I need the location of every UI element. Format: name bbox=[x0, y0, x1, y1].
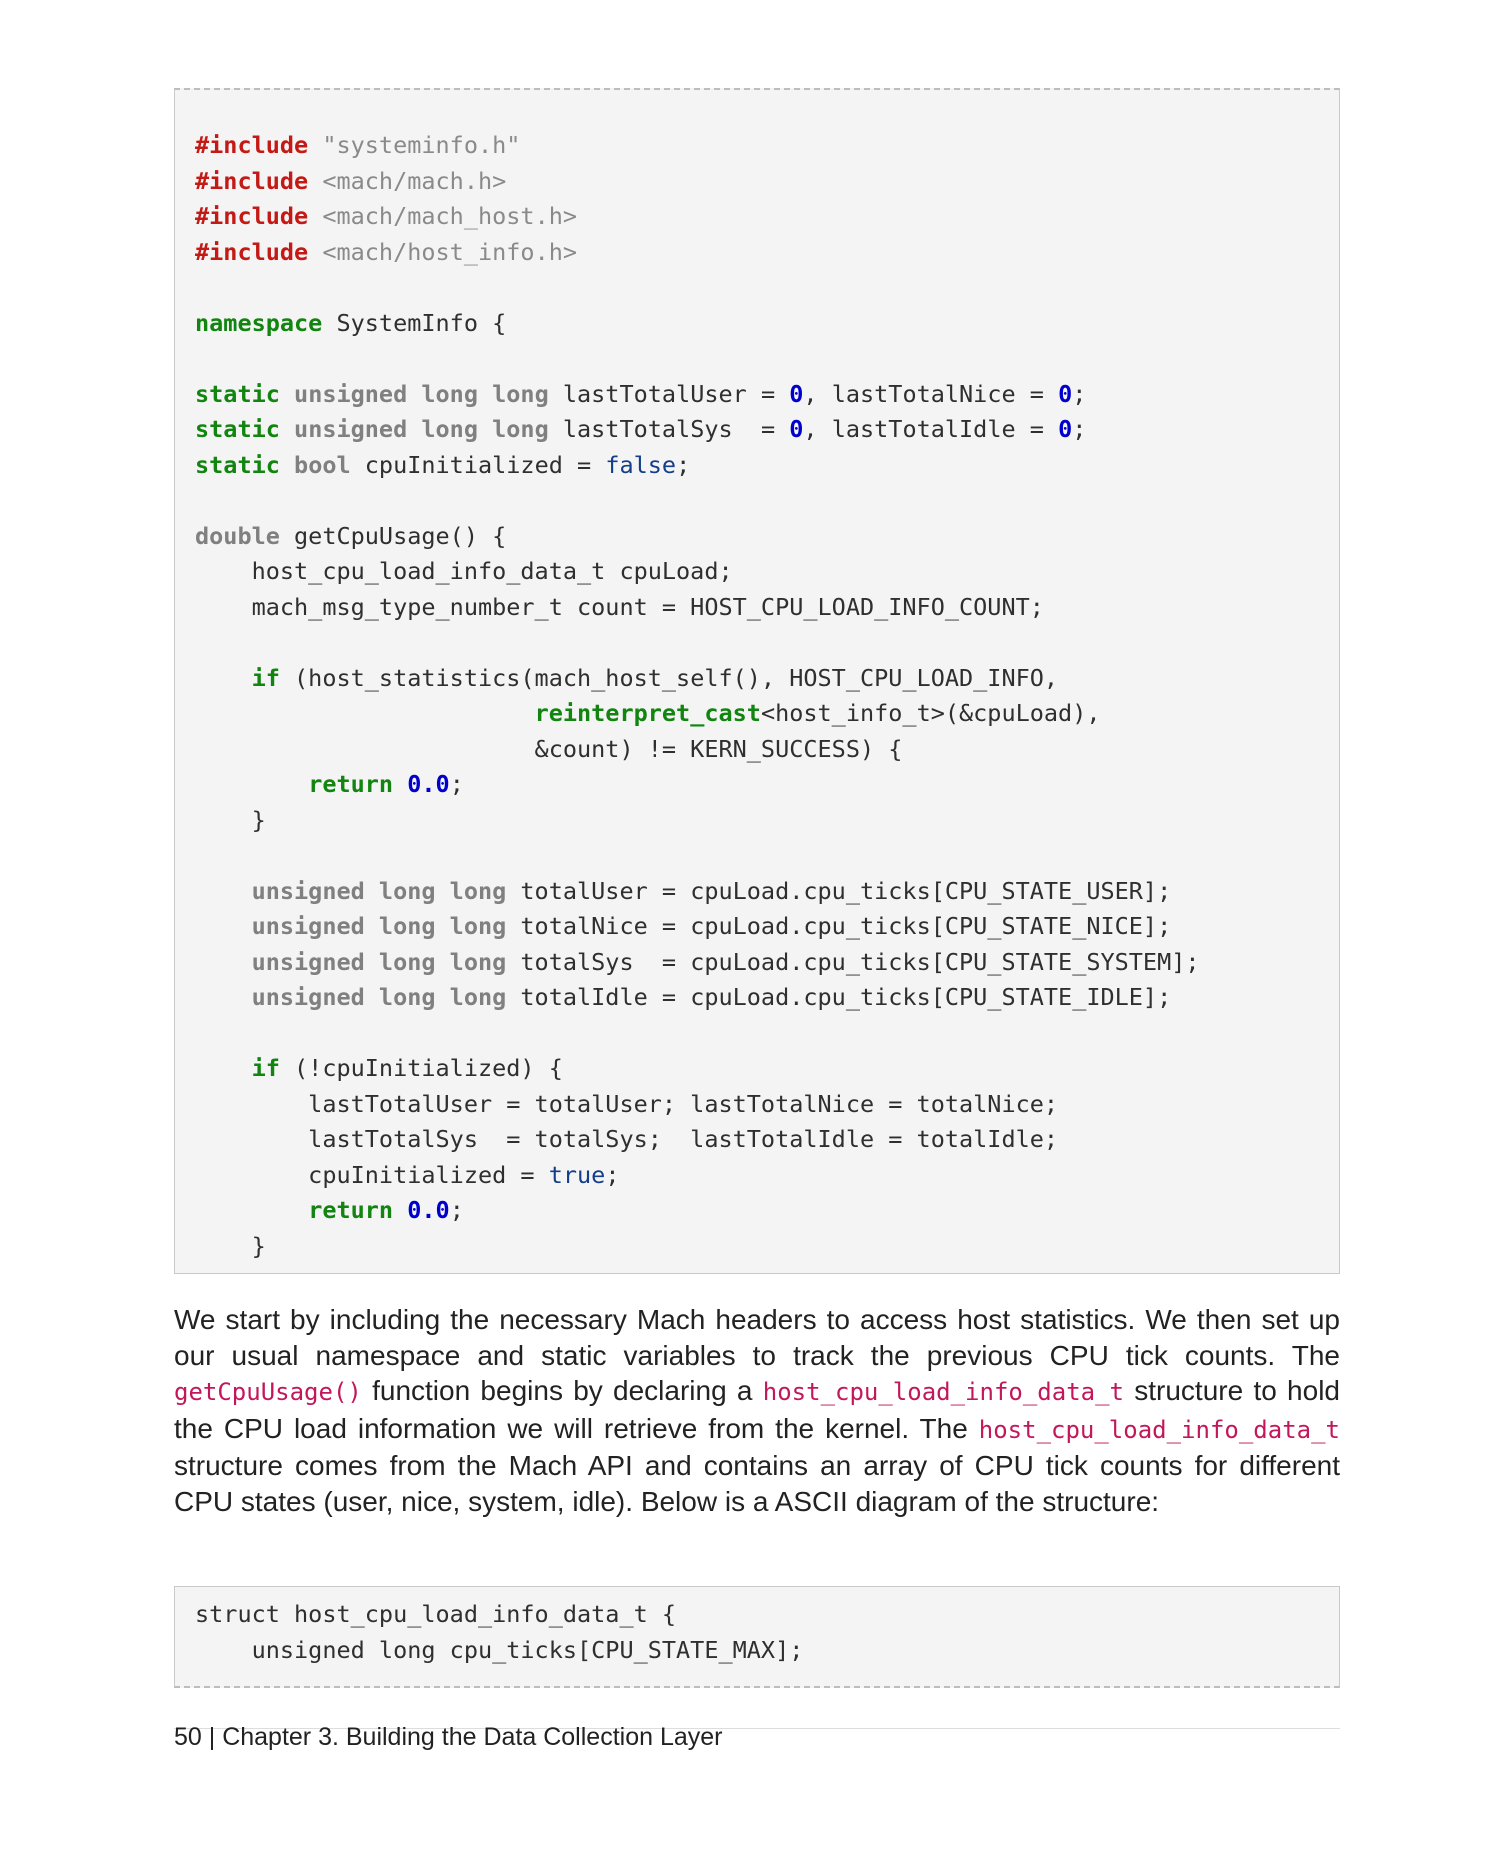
code-token: , lastTotalIdle = bbox=[803, 415, 1059, 443]
code-token: if bbox=[251, 663, 280, 692]
code-token: ; bbox=[449, 1196, 464, 1224]
code-token: lastTotalUser = bbox=[548, 379, 790, 408]
paragraph-text: function begins by declaring a bbox=[361, 1375, 763, 1407]
code-token: cpuInitialized = bbox=[350, 450, 606, 479]
code-token: unsigned long long bbox=[294, 379, 549, 408]
code-token: double bbox=[195, 521, 280, 550]
code-token: unsigned long long bbox=[251, 947, 507, 976]
code-token bbox=[195, 983, 252, 1011]
inline-code-struct: host_cpu_load_info_data_t bbox=[978, 1415, 1340, 1444]
code-token: reinterpret_cast bbox=[534, 699, 761, 727]
code-token: mach_msg_type_number_t count = HOST_CPU_LOAD_INFO_COUNT; bbox=[195, 592, 1044, 621]
code-token bbox=[195, 912, 252, 940]
code-token: unsigned long cpu_ticks[CPU_STATE_MAX]; bbox=[195, 1635, 804, 1664]
code-token bbox=[393, 1196, 407, 1224]
code-token: host_cpu_load_info_data_t cpuLoad; bbox=[195, 557, 733, 585]
code-token: ; bbox=[1072, 415, 1087, 443]
code-token: if bbox=[251, 1054, 280, 1082]
code-token: getCpuUsage() { bbox=[279, 521, 507, 550]
code-token: unsigned long long bbox=[294, 415, 549, 443]
code-token bbox=[308, 131, 322, 159]
code-token bbox=[195, 770, 308, 798]
code-token: ; bbox=[1072, 379, 1087, 408]
code-token bbox=[308, 202, 322, 230]
code-token bbox=[195, 664, 252, 692]
code-token bbox=[195, 699, 535, 727]
code-token: totalIdle = cpuLoad.cpu_ticks[CPU_STATE_IDLE]; bbox=[506, 983, 1172, 1011]
code-token: (host_statistics(mach_host_self(), HOST_CPU_LOAD_INFO, bbox=[279, 663, 1059, 692]
code-token: <mach/mach_host.h> bbox=[322, 202, 578, 230]
code-token: false bbox=[605, 450, 677, 479]
code-token: totalNice = cpuLoad.cpu_ticks[CPU_STATE_NICE]; bbox=[506, 912, 1172, 940]
paragraph-text: structure comes from the Mach API and contains an array of CPU tick counts for different CPU states (user, nice, system, idle). Below is a ASCII diagram of the structure: bbox=[174, 1450, 1340, 1517]
code-token bbox=[195, 948, 252, 976]
code-token bbox=[308, 167, 322, 195]
code-token: 0 bbox=[789, 415, 804, 443]
code-block bbox=[195, 1597, 803, 1668]
code-token: true bbox=[548, 1160, 606, 1189]
code-token bbox=[280, 451, 294, 479]
code-token bbox=[393, 770, 407, 798]
code-token: totalUser = cpuLoad.cpu_ticks[CPU_STATE_USER]; bbox=[506, 876, 1172, 905]
code-token: ; bbox=[449, 770, 464, 798]
code-token: <mach/mach.h> bbox=[322, 166, 507, 195]
inline-code-struct: host_cpu_load_info_data_t bbox=[762, 1378, 1124, 1407]
code-token: unsigned long long bbox=[251, 876, 507, 905]
code-token: cpuInitialized = bbox=[195, 1160, 549, 1189]
code-token bbox=[195, 1196, 308, 1224]
code-listing-cpu-usage bbox=[174, 88, 1340, 1274]
code-token: lastTotalSys = bbox=[548, 415, 790, 443]
code-token: 0 bbox=[1058, 415, 1073, 443]
code-token bbox=[280, 380, 294, 408]
code-token: return bbox=[308, 770, 394, 798]
code-block bbox=[195, 128, 1200, 1264]
code-token: , lastTotalNice = bbox=[803, 379, 1059, 408]
code-token bbox=[308, 238, 322, 266]
code-token: lastTotalSys = totalSys; lastTotalIdle = totalIdle; bbox=[195, 1125, 1059, 1153]
code-token: lastTotalUser = totalUser; lastTotalNice = totalNice; bbox=[195, 1089, 1059, 1118]
code-token: unsigned long long bbox=[251, 983, 507, 1011]
code-token: unsigned long long bbox=[251, 912, 507, 940]
code-token: (!cpuInitialized) { bbox=[279, 1054, 563, 1082]
paragraph-text: We start by including the necessary Mach headers to access host statistics. We then set up our usual namespace and static variables to track the previous CPU tick counts. The bbox=[174, 1304, 1340, 1371]
code-token bbox=[280, 415, 294, 443]
code-token: bool bbox=[294, 450, 351, 479]
code-listing-struct bbox=[174, 1586, 1340, 1688]
page-footer: 50 | Chapter 3. Building the Data Collection Layer bbox=[174, 1723, 723, 1751]
code-token: SystemInfo { bbox=[322, 308, 507, 337]
code-token: &count) != KERN_SUCCESS) { bbox=[195, 734, 903, 763]
code-token: static bbox=[195, 450, 280, 479]
body-paragraph bbox=[174, 1302, 1340, 1520]
code-token: 0.0 bbox=[407, 1196, 450, 1224]
code-token: #include bbox=[195, 131, 309, 159]
code-token bbox=[195, 877, 252, 905]
code-token: <host_info_t>(&cpuLoad), bbox=[760, 699, 1101, 727]
paragraph-text: structure to hold the CPU load information we will retrieve from the kernel. The bbox=[174, 1375, 1340, 1444]
code-token: ; bbox=[676, 450, 691, 479]
code-token: #include bbox=[195, 166, 309, 195]
code-token: } bbox=[195, 805, 266, 834]
code-token: <mach/host_info.h> bbox=[322, 237, 578, 266]
code-token: namespace bbox=[195, 308, 323, 337]
code-token: #include bbox=[195, 237, 309, 266]
code-token: totalSys = cpuLoad.cpu_ticks[CPU_STATE_SYSTEM]; bbox=[506, 947, 1200, 976]
code-token: static bbox=[195, 379, 280, 408]
code-token bbox=[195, 1054, 252, 1082]
code-token: } bbox=[195, 1231, 266, 1260]
code-token: return bbox=[308, 1196, 394, 1224]
code-token: ; bbox=[605, 1160, 620, 1189]
inline-code-function: getCpuUsage() bbox=[174, 1378, 362, 1407]
code-token: 0 bbox=[1058, 379, 1073, 408]
code-token: #include bbox=[195, 202, 309, 230]
code-token: static bbox=[195, 415, 280, 443]
code-token: struct host_cpu_load_info_data_t { bbox=[195, 1600, 677, 1628]
code-token: 0 bbox=[789, 379, 804, 408]
code-token: 0.0 bbox=[407, 770, 450, 798]
code-token: "systeminfo.h" bbox=[322, 131, 521, 159]
